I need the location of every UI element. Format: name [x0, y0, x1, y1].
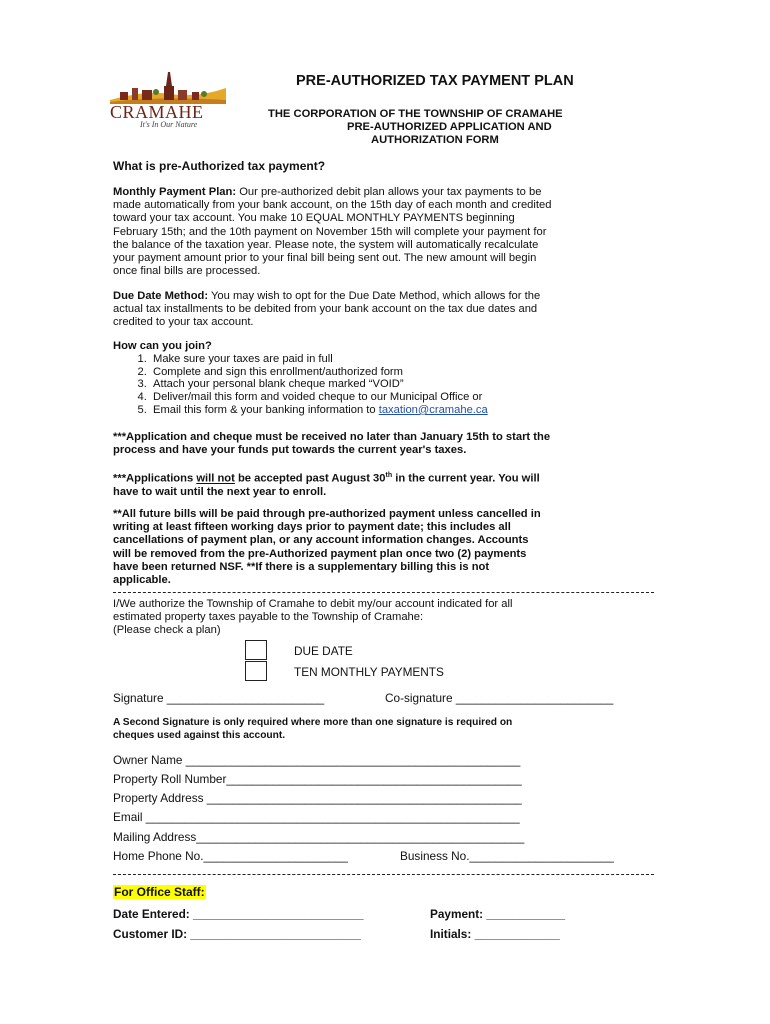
due-date-label: Due Date Method: [113, 290, 209, 302]
due-date-line: actual tax installments to be debited from your bank account on the tax due dates and [113, 303, 538, 316]
property-roll-field[interactable]: Property Roll Number_____________________________________________ [113, 772, 522, 786]
notice-underlined: will not [196, 472, 235, 485]
monthly-plan-paragraph [113, 186, 673, 278]
initials-field[interactable]: Initials: _____________ [430, 927, 560, 941]
question-heading: What is pre-Authorized tax payment? [113, 159, 326, 173]
list-item [150, 404, 488, 417]
logo-skyline-icon [106, 70, 230, 106]
header-line-2: PRE-AUTHORIZED APPLICATION AND [347, 121, 552, 133]
notice-future-bills [113, 508, 673, 587]
notice-august-cutoff [113, 469, 673, 499]
monthly-line: toward your tax account. You make 10 EQUAL MONTHLY PAYMENTS beginning [113, 212, 515, 225]
business-phone-field[interactable]: Business No.______________________ [400, 849, 614, 863]
notice-line: cancellations of payment plan, or any account information changes. Accounts [113, 534, 529, 547]
monthly-line: February 15th; and the 10th payment on November 15th will complete your payment for [113, 225, 547, 238]
divider [113, 592, 654, 593]
authorization-line: estimated property taxes payable to the Township of Cramahe: [113, 611, 424, 624]
due-date-paragraph [113, 290, 673, 330]
signature-field[interactable]: Signature ________________________ [113, 691, 325, 705]
notice-line: process and have your funds put towards the current year's taxes. [113, 444, 467, 457]
join-heading: How can you join? [113, 340, 212, 352]
notice-application-deadline [113, 431, 673, 457]
notice-text: ***Applications [113, 472, 197, 485]
owner-name-field[interactable]: Owner Name ___________________________________________________ [113, 753, 521, 767]
email-field[interactable]: Email _________________________________________________________ [113, 810, 520, 824]
payment-field[interactable]: Payment: ____________ [430, 907, 566, 921]
due-date-checkbox[interactable] [245, 640, 267, 660]
ten-monthly-checkbox[interactable] [245, 661, 267, 681]
due-date-option-label: DUE DATE [294, 644, 353, 658]
notice-text: in the current year. You will [392, 472, 540, 485]
ten-monthly-option-label: TEN MONTHLY PAYMENTS [294, 665, 444, 679]
property-address-field[interactable]: Property Address ________________________________________________ [113, 791, 522, 805]
notice-line: **All future bills will be paid through pre-authorized payment unless cancelled in [113, 508, 541, 520]
monthly-line: made automatically from your bank account, on the 15th day of each month and credited [113, 199, 552, 212]
date-entered-field[interactable]: Date Entered: __________________________ [113, 907, 364, 921]
authorization-line: (Please check a plan) [113, 624, 221, 637]
authorization-line: I/We authorize the Township of Cramahe to debit my/our account indicated for all [113, 598, 513, 610]
list-item: 2. Complete and sign this enrollment/authorized form [150, 366, 488, 379]
notice-text: be accepted past August 30 [234, 472, 386, 485]
monthly-line: once final bills are processed. [113, 265, 261, 278]
header-line-3: AUTHORIZATION FORM [371, 134, 499, 146]
authorization-text [113, 598, 673, 638]
office-staff-heading: For Office Staff: [114, 885, 205, 899]
due-date-line: You may wish to opt for the Due Date Method, which allows for the [208, 290, 541, 302]
notice-line: ***Application and cheque must be received no later than January 15th to start the [113, 431, 551, 443]
join-section [113, 340, 488, 417]
monthly-plan-label: Monthly Payment Plan: [113, 186, 237, 198]
note-line: A Second Signature is only required where more than one signature is required on [113, 717, 513, 728]
notice-line: have to wait until the next year to enroll. [113, 485, 327, 498]
list-item-text: Email this form & your banking information to [153, 403, 379, 416]
monthly-line: your payment amount prior to your final bill being sent out. The new amount will begin [113, 252, 537, 265]
logo-tagline: It's In Our Nature [140, 120, 198, 129]
notice-line: writing at least fifteen working days prior to payment date; this includes all [113, 521, 511, 534]
notice-line: will be removed from the pre-Authorized payment plan once two (2) payments [113, 547, 527, 560]
home-phone-field[interactable]: Home Phone No.______________________ [113, 849, 348, 863]
join-steps [113, 353, 488, 417]
notice-line: applicable. [113, 574, 171, 587]
divider [113, 874, 654, 875]
customer-id-field[interactable]: Customer ID: __________________________ [113, 927, 361, 941]
cosignature-field[interactable]: Co-signature ________________________ [385, 691, 614, 705]
list-item: 1. Make sure your taxes are paid in full [150, 353, 488, 366]
logo-name: CRAMAHE [110, 102, 204, 122]
notice-line: have been returned NSF. **If there is a supplementary billing this is not [113, 560, 490, 573]
note-line: cheques used against this account. [113, 729, 286, 741]
page-title: PRE-AUTHORIZED TAX PAYMENT PLAN [296, 73, 574, 89]
email-link[interactable]: taxation@cramahe.ca [378, 403, 488, 416]
cramahe-logo [106, 70, 230, 130]
list-item: 3. Attach your personal blank cheque marked “VOID” [150, 378, 488, 391]
notice-superscript: th [385, 472, 393, 479]
second-signature-note [113, 717, 673, 742]
header-line-1: THE CORPORATION OF THE TOWNSHIP OF CRAMAHE [268, 108, 563, 120]
list-item: 4. Deliver/mail this form and voided cheque to our Municipal Office or [150, 391, 488, 404]
mailing-address-field[interactable]: Mailing Address__________________________________________________ [113, 830, 525, 844]
monthly-line: the balance of the taxation year. Please note, the system will automatically recalculate [113, 238, 539, 251]
monthly-line: Our pre-authorized debit plan allows your tax payments to be [236, 186, 542, 198]
due-date-line: credited to your tax account. [113, 316, 254, 329]
